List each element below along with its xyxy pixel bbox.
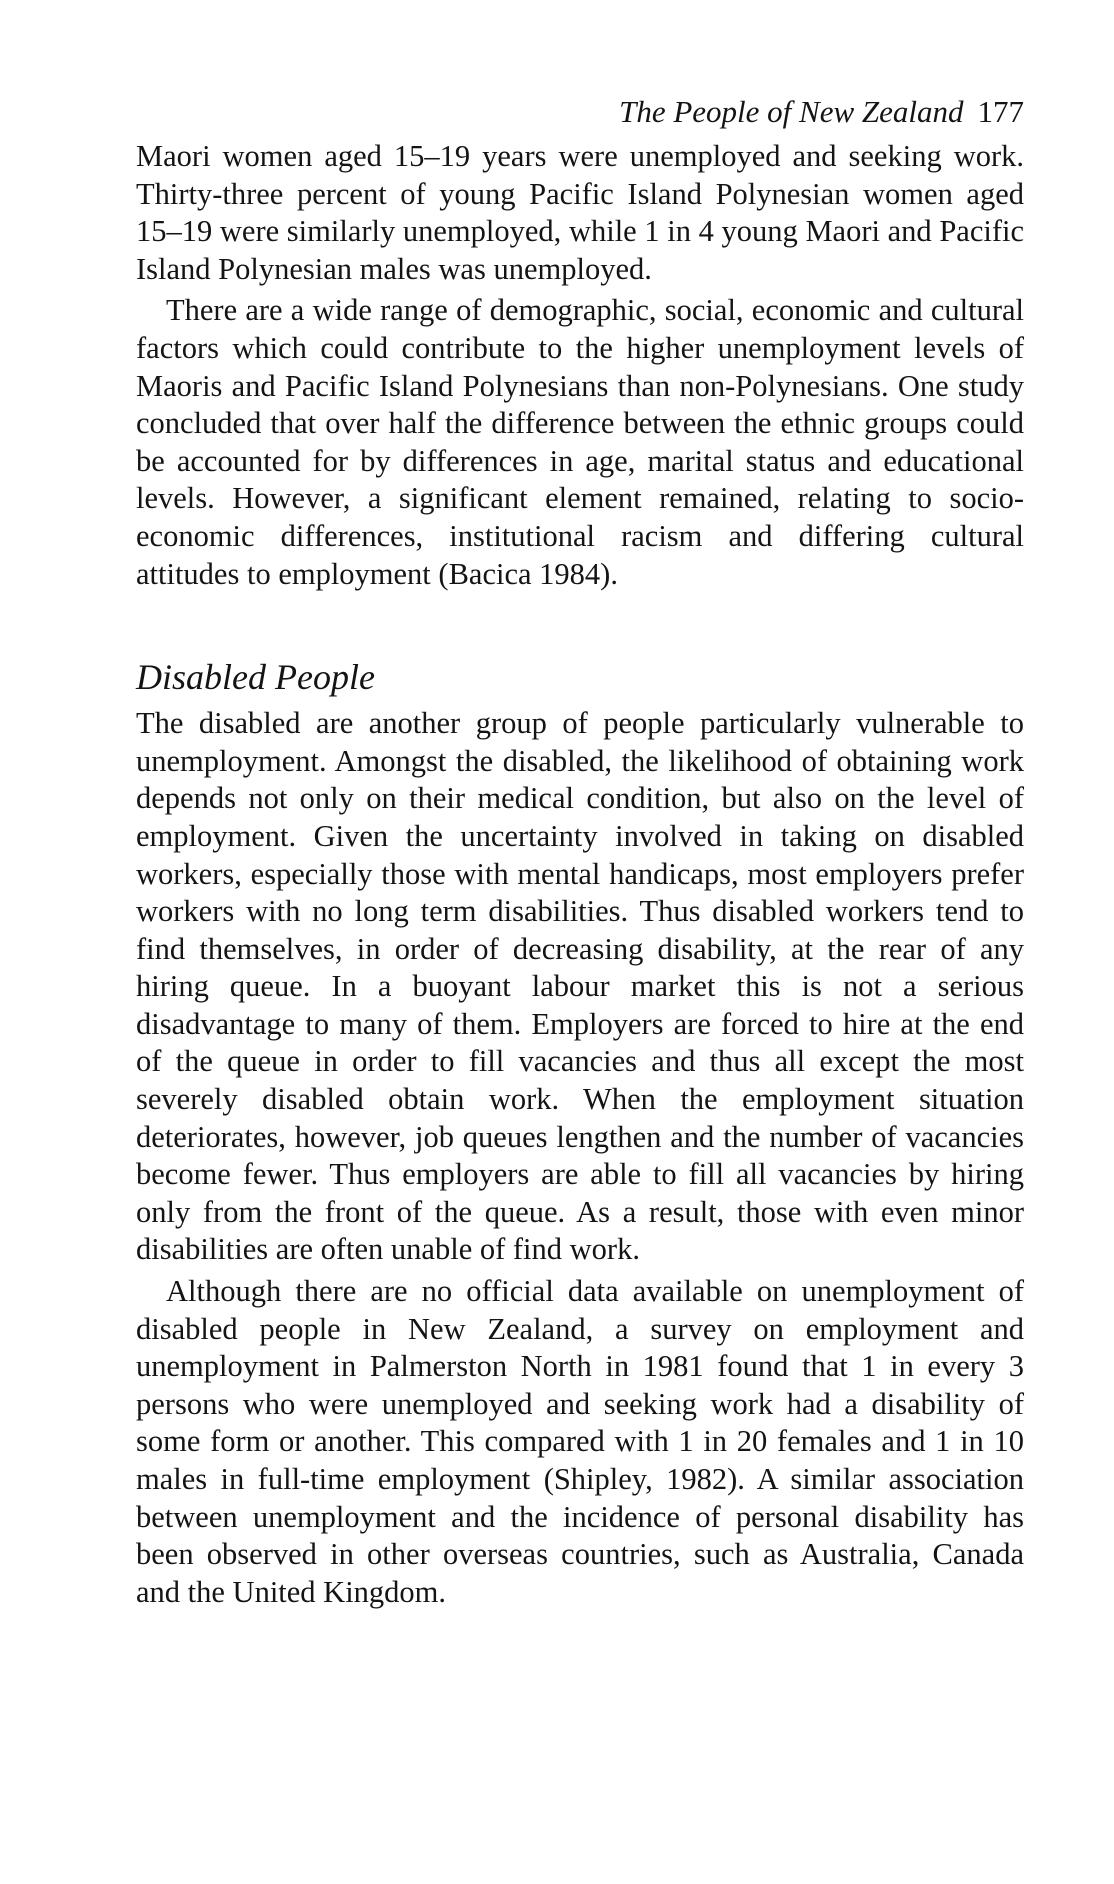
paragraph-ethnic-factors: There are a wide range of demographic, social, economic and cultural factors which could contribute to the higher unemployment levels of Maoris and Pacific Island Polynesians than non-Polynesians. One study concluded that over half the difference between the ethnic groups could be accounted for by differences in age, marital status and educational levels. However, a significant element remained, relating to socio-economic differences, institutional racism and differing cultural attitudes to employment (Bacica 1984). <box>136 293 1024 591</box>
paragraph-disabled-intro: The disabled are another group of people particularly vulnerable to unemployment. Amongst the disabled, the likelihood of obtaining work depends not only on their medical condition, but also on the level of employment. Given the uncertainty involved in taking on disabled workers, especially those with mental handicaps, most employers prefer workers with no long term disabilities. Thus disabled workers tend to find themselves, in order of decreasing disability, at the rear of any hiring queue. In a buoyant labour market this is not a serious disadvantage to many of them. Employers are forced to hire at the end of the queue in order to fill vacancies and thus all except the most severely disabled obtain work. When the employment situation deteriorates, however, job queues lengthen and the number of vacancies become fewer. Thus employers are able to fill all vacancies by hiring only from the front of the queue. As a result, those with even minor disabilities are often unable of find work. <box>136 706 1024 1267</box>
paragraph-continued: Maori women aged 15–19 years were unemployed and seeking work. Thirty-three percent of young Pacific Island Polynesian women aged 15–19 were similarly unemployed, while 1 in 4 young Maori and Pacific Island Polynesian males was unemployed. <box>136 139 1024 286</box>
section-heading: Disabled People <box>136 657 375 698</box>
running-head <box>136 92 1024 132</box>
book-page <box>136 92 1024 1611</box>
page-number: 177 <box>977 94 1024 129</box>
paragraph-disabled-survey: Although there are no official data available on unemployment of disabled people in New Zealand, a survey on employment and unemployment in Palmerston North in 1981 found that 1 in every 3 persons who were unemployed and seeking work had a disability of some form or another. This compared with 1 in 20 females and 1 in 10 males in full-time employment (Shipley, 1982). A similar association between unemployment and the incidence of personal disability has been observed in other overseas countries, such as Australia, Canada and the United Kingdom. <box>136 1274 1024 1609</box>
running-head-title: The People of New Zealand <box>619 94 964 129</box>
